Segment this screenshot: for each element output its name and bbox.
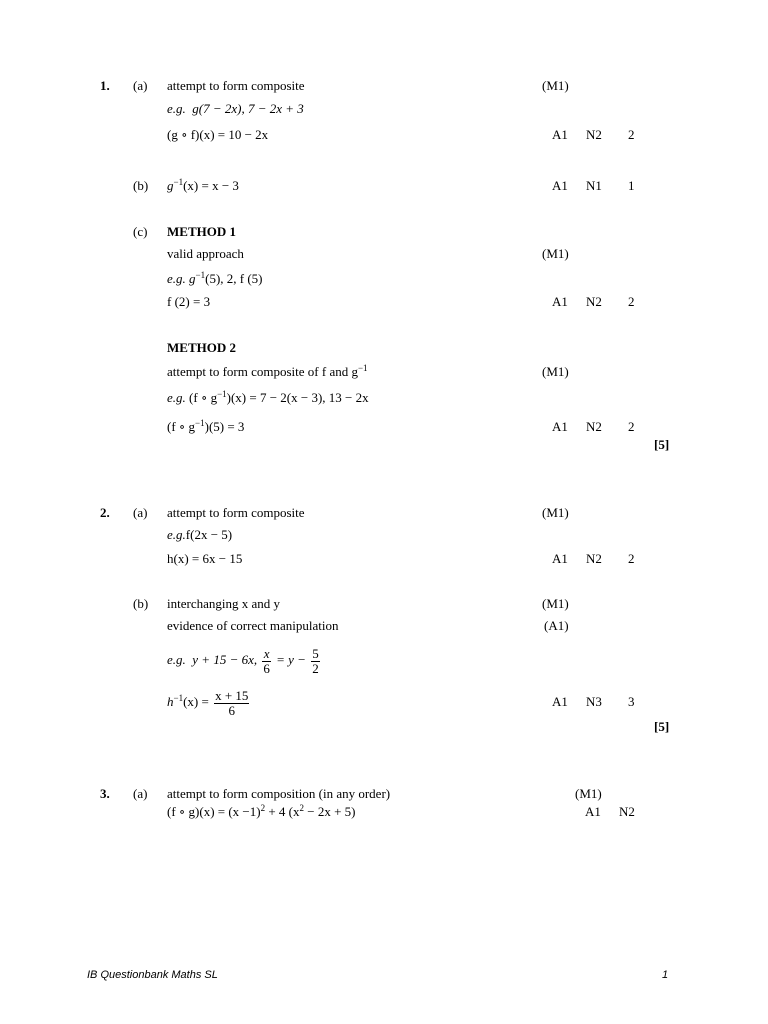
- result-line: f (2) = 3: [167, 294, 211, 309]
- result-part-a: (f ∘ g)(x) = (x −1): [167, 804, 261, 819]
- part-label: (a): [133, 786, 148, 801]
- accuracy-mark: A1: [585, 804, 601, 819]
- fn-name: g: [167, 178, 174, 193]
- fraction-numerator: x: [263, 645, 270, 661]
- superscript: 2: [260, 803, 266, 813]
- n-mark: N2: [619, 804, 635, 819]
- eg-part-a: (f ∘ g: [189, 390, 218, 405]
- fraction-denominator: 6: [228, 702, 235, 718]
- fraction-numerator: 5: [312, 645, 319, 661]
- result-part-a: (x) =: [183, 694, 209, 709]
- part-total: 2: [628, 294, 635, 309]
- eg-prefix: e.g.: [167, 652, 186, 667]
- part-label: (c): [133, 224, 148, 239]
- superscript: 2: [299, 803, 305, 813]
- example-line: [167, 271, 263, 287]
- question-number: 2.: [100, 505, 110, 520]
- eg-part-b: )(x) = 7 − 2(x − 3), 13 − 2x: [226, 390, 369, 405]
- accuracy-mark: (A1): [544, 618, 569, 633]
- fraction: [262, 647, 271, 676]
- question-total: [5]: [654, 437, 670, 452]
- n-mark: N3: [586, 694, 602, 709]
- part-label: (b): [133, 596, 149, 611]
- part-total: 2: [628, 419, 635, 434]
- part-label: (b): [133, 178, 149, 193]
- example-line: [167, 101, 304, 117]
- accuracy-mark: A1: [552, 551, 568, 566]
- result-line: h(x) = 6x − 15: [167, 551, 243, 566]
- step-text: [167, 364, 368, 380]
- n-mark: N2: [586, 551, 602, 566]
- result-line: [167, 419, 244, 435]
- result-line: [167, 178, 239, 194]
- eg-prefix: e.g.: [167, 390, 186, 405]
- eg-mid: = y −: [276, 652, 306, 667]
- result-part-b: )(5) = 3: [204, 419, 245, 434]
- superscript: −1: [173, 693, 184, 703]
- method-mark: (M1): [542, 246, 569, 261]
- result-part-c: − 2x + 5): [304, 804, 356, 819]
- n-mark: N2: [586, 127, 602, 142]
- accuracy-mark: A1: [552, 178, 568, 193]
- question-total: [5]: [654, 719, 670, 734]
- step-text: evidence of correct manipulation: [167, 618, 339, 633]
- eg-prefix: e.g.: [167, 271, 186, 286]
- method-heading: METHOD 1: [167, 224, 236, 239]
- example-line: [167, 640, 322, 680]
- part-total: 1: [628, 178, 635, 193]
- eg-prefix: e.g.: [167, 101, 186, 116]
- superscript: −1: [195, 270, 206, 280]
- n-mark: N2: [586, 419, 602, 434]
- part-label: (a): [133, 505, 148, 520]
- part-total: 2: [628, 127, 635, 142]
- method-mark: (M1): [542, 505, 569, 520]
- question-number: 3.: [100, 786, 110, 801]
- fraction-numerator: x + 15: [215, 687, 249, 703]
- step-text: attempt to form composite: [167, 78, 305, 93]
- accuracy-mark: A1: [552, 294, 568, 309]
- eg-rest: (5), 2, f (5): [205, 271, 263, 286]
- fraction: [311, 647, 320, 676]
- superscript: −1: [357, 363, 368, 373]
- method-mark: (M1): [575, 786, 602, 801]
- fn-name: g: [189, 271, 196, 286]
- method-mark: (M1): [542, 78, 569, 93]
- method-heading: METHOD 2: [167, 340, 236, 355]
- accuracy-mark: A1: [552, 419, 568, 434]
- question-number: 1.: [100, 78, 110, 93]
- n-mark: N2: [586, 294, 602, 309]
- step-text: interchanging x and y: [167, 596, 280, 611]
- part-total: 2: [628, 551, 635, 566]
- result-rest: (x) = x − 3: [183, 178, 239, 193]
- fn-name: h: [167, 694, 174, 709]
- method-mark: (M1): [542, 596, 569, 611]
- result-line: [167, 804, 356, 820]
- step-text: attempt to form composite: [167, 505, 305, 520]
- footer-source: IB Questionbank Maths SL: [87, 969, 218, 981]
- page-number: 1: [662, 969, 669, 981]
- fraction-denominator: 2: [312, 660, 319, 676]
- step-text: valid approach: [167, 246, 244, 261]
- accuracy-mark: A1: [552, 694, 568, 709]
- superscript: −1: [217, 389, 227, 399]
- method-mark: (M1): [542, 364, 569, 379]
- eg-body: f(2x − 5): [185, 527, 233, 542]
- result-line: [167, 682, 251, 722]
- step-text: attempt to form composition (in any order): [167, 786, 391, 801]
- eg-part-a: y + 15 − 6x,: [192, 652, 258, 667]
- eg-prefix: e.g.: [167, 527, 186, 542]
- accuracy-mark: A1: [552, 127, 568, 142]
- eg-body: g(7 − 2x), 7 − 2x + 3: [192, 101, 304, 116]
- step-text-body: attempt to form composite of f and g: [167, 364, 358, 379]
- fraction-denominator: 6: [263, 660, 270, 676]
- part-label: (a): [133, 78, 148, 93]
- part-total: 3: [628, 694, 635, 709]
- superscript: −1: [173, 177, 184, 187]
- superscript: −1: [195, 418, 205, 428]
- fraction: [214, 689, 249, 718]
- result-part-a: (f ∘ g: [167, 419, 196, 434]
- result-part-b: + 4 (x: [265, 804, 300, 819]
- example-line: [167, 390, 369, 406]
- example-line: [167, 527, 232, 543]
- n-mark: N1: [586, 178, 602, 193]
- result-line: (g ∘ f)(x) = 10 − 2x: [167, 127, 269, 142]
